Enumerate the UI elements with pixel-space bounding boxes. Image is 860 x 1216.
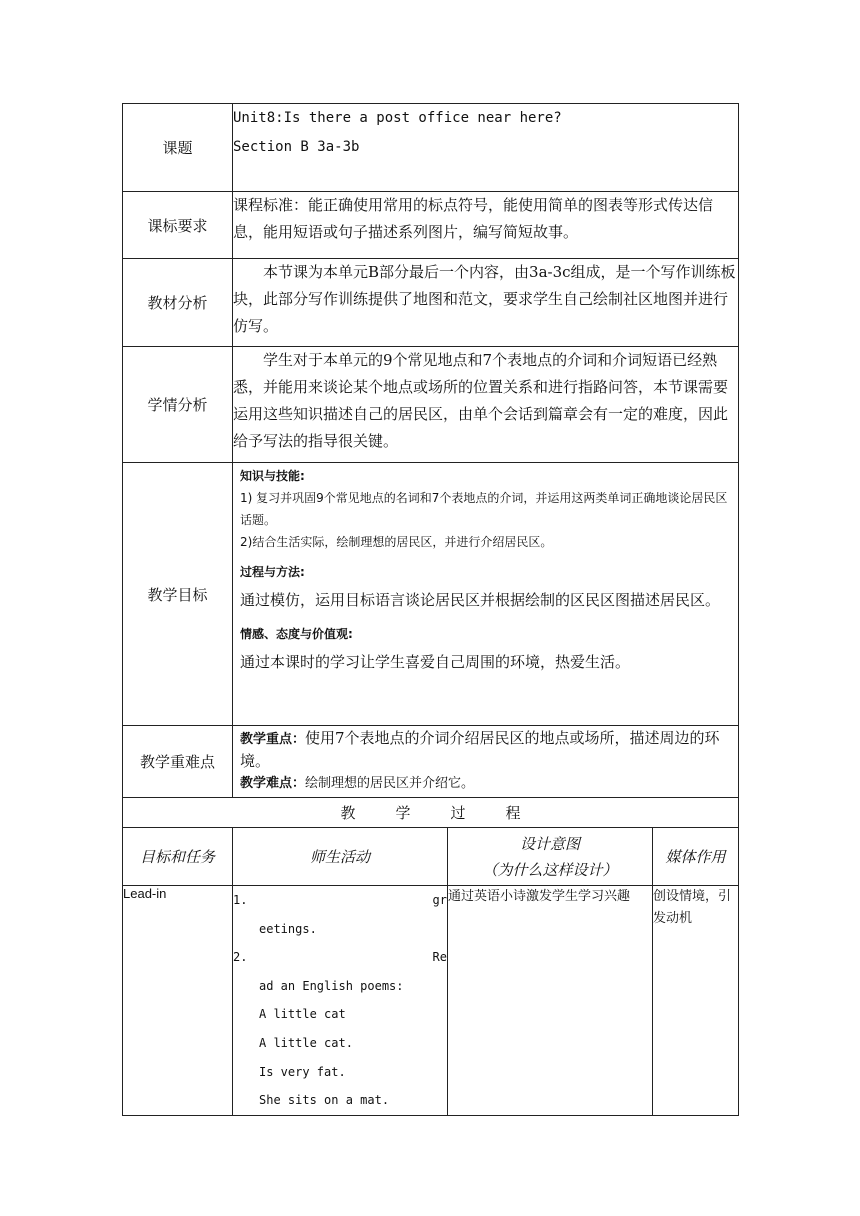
standard-label: 课标要求 <box>123 192 233 259</box>
difficulty-text: 绘制理想的居民区并介绍它。 <box>305 776 475 791</box>
students-content: 学生对于本单元的9个常见地点和7个表地点的介词和介词短语已经熟悉，并能用来谈论某个地点或场所的位置关系和进行指路问答，本节课需要运用这些知识描述自己的居民区，由单个会话到篇章会有一定的难度，因此给予写法的指导很关键。 <box>233 347 739 463</box>
poem-line-4: She sits on a mat. <box>259 1093 390 1108</box>
header-intent <box>448 828 653 886</box>
leadin-media: 创设情境，引发动机 <box>653 886 739 1116</box>
activity-2-line <box>233 943 447 972</box>
topic-row <box>123 104 739 192</box>
leadin-label: Lead-in <box>123 886 233 1116</box>
poem-line-1: A little cat <box>259 1007 346 1022</box>
leadin-activities <box>233 886 448 1116</box>
keypoints-content <box>233 726 739 798</box>
process-char-1: 教 <box>340 804 356 822</box>
lesson-plan-table <box>122 103 739 1116</box>
activity-1-rest: eetings. <box>259 921 317 936</box>
focus-title: 教学重点： <box>240 732 306 747</box>
goals-row <box>123 463 739 726</box>
topic-content <box>233 104 739 192</box>
keypoints-row <box>123 726 739 798</box>
emotion-title: 情感、态度与价值观: <box>240 627 353 641</box>
students-row <box>123 347 739 463</box>
material-label: 教材分析 <box>123 259 233 347</box>
knowledge-item-1: 1) 复习并巩固9个常见地点的名词和7个表地点的介词，并运用这两类单词正确地谈论居民区话题。 <box>240 491 728 527</box>
process-heading <box>123 798 739 828</box>
focus-text: 使用7个表地点的介词介绍居民区的地点或场所，描述周边的环境。 <box>240 729 720 770</box>
activity-1-line <box>233 886 447 915</box>
header-media: 媒体作用 <box>653 828 739 886</box>
process-heading-row <box>123 798 739 828</box>
header-activity: 师生活动 <box>233 828 448 886</box>
difficulty-line <box>240 772 732 795</box>
leadin-intent: 通过英语小诗激发学生学习兴趣 <box>448 886 653 1116</box>
activity-2-tail: Re <box>432 950 447 965</box>
activity-1-tail: gr <box>432 893 447 907</box>
process-char-2: 学 <box>395 804 411 822</box>
keypoints-label: 教学重难点 <box>123 726 233 798</box>
standard-content: 课程标准：能正确使用常用的标点符号，能使用简单的图表等形式传达信息，能用短语或句子描述系列图片，编写简短故事。 <box>233 192 739 259</box>
poem-line-2: A little cat. <box>259 1035 353 1050</box>
header-intent-line1: 设计意图 <box>519 834 580 853</box>
activity-2-num: 2. <box>233 950 248 965</box>
knowledge-title: 知识与技能: <box>240 469 305 483</box>
header-intent-line2: （为什么这样设计） <box>482 860 618 879</box>
goals-content <box>233 463 739 726</box>
difficulty-title: 教学难点： <box>240 776 306 791</box>
activity-1-num: 1. <box>233 893 248 907</box>
column-header-row <box>123 828 739 886</box>
poem-line-3: Is very fat. <box>259 1064 346 1079</box>
students-label: 学情分析 <box>123 347 233 463</box>
topic-label: 课题 <box>123 104 233 192</box>
goals-label: 教学目标 <box>123 463 233 726</box>
header-goal-task: 目标和任务 <box>123 828 233 886</box>
activity-2-rest: ad an English poems: <box>259 978 404 993</box>
process-method-title: 过程与方法: <box>240 565 305 579</box>
emotion-text: 通过本课时的学习让学生喜爱自己周围的环境，热爱生活。 <box>240 653 631 671</box>
knowledge-item-2: 2)结合生活实际，绘制理想的居民区，并进行介绍居民区。 <box>240 535 553 549</box>
focus-line <box>240 728 732 772</box>
process-method-text: 通过模仿，运用目标语言谈论居民区并根据绘制的区民区图描述居民区。 <box>240 591 721 609</box>
material-row <box>123 259 739 347</box>
standard-row <box>123 192 739 259</box>
process-char-4: 程 <box>505 804 521 822</box>
topic-line1: Unit8:Is there a post office near here? <box>233 110 562 126</box>
topic-line2: Section B 3a-3b <box>233 139 360 155</box>
process-char-3: 过 <box>450 804 466 822</box>
material-content: 本节课为本单元B部分最后一个内容，由3a-3c组成，是一个写作训练板块，此部分写作训练提供了地图和范文，要求学生自己绘制社区地图并进行仿写。 <box>233 259 739 347</box>
leadin-row <box>123 886 739 1116</box>
